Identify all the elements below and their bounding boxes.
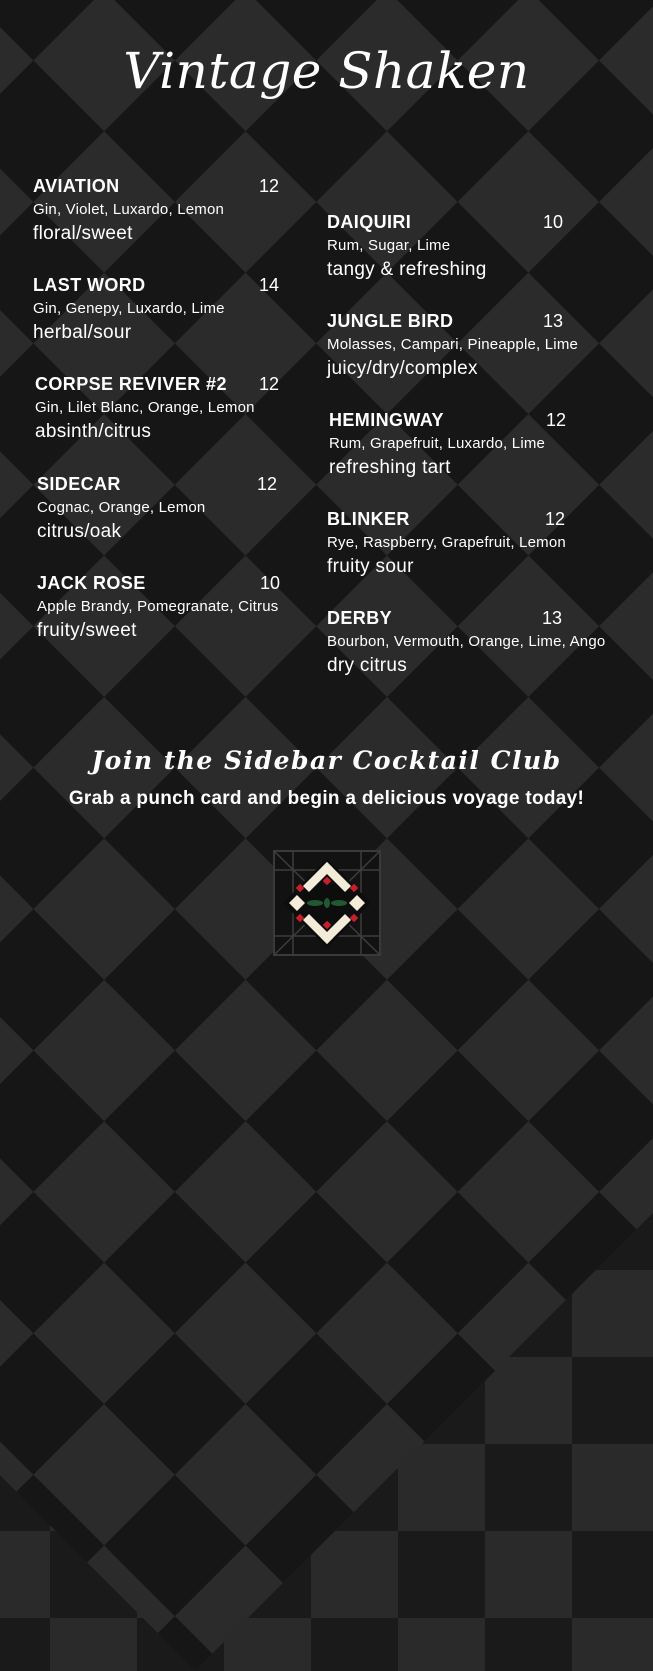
drink-name: LAST WORD [33, 275, 146, 295]
drink-tasting-notes: refreshing tart [329, 457, 451, 478]
drink-name: JUNGLE BIRD [327, 311, 454, 331]
drink-ingredients: Cognac, Orange, Lemon [37, 499, 206, 516]
drink-ingredients: Gin, Violet, Luxardo, Lemon [33, 201, 225, 218]
drink-tasting-notes: absinth/citrus [35, 421, 152, 442]
drink-tasting-notes: juicy/dry/complex [327, 358, 478, 379]
drink-price: 12 [545, 509, 566, 529]
drink-ingredients: Rum, Grapefruit, Luxardo, Lime [329, 435, 546, 452]
club-title: Join the Sidebar Cocktail Club [91, 746, 562, 775]
drink-ingredients: Molasses, Campari, Pineapple, Lime [327, 336, 579, 353]
drink-price: 13 [542, 608, 563, 628]
drink-price: 13 [543, 311, 564, 331]
drink-name: AVIATION [33, 176, 120, 196]
drink-ingredients: Rum, Sugar, Lime [327, 237, 451, 254]
drink-ingredients: Apple Brandy, Pomegranate, Citrus [37, 598, 279, 615]
club-subtitle: Grab a punch card and begin a delicious voyage today! [68, 788, 585, 809]
drink-tasting-notes: tangy & refreshing [327, 259, 487, 280]
drink-price: 10 [543, 212, 564, 232]
drink-price: 12 [257, 474, 278, 494]
drink-ingredients: Gin, Lilet Blanc, Orange, Lemon [35, 399, 255, 416]
drink-name: DAIQUIRI [327, 212, 412, 232]
drink-price: 12 [259, 176, 280, 196]
drink-tasting-notes: fruity/sweet [37, 620, 137, 641]
drink-name: DERBY [327, 608, 393, 628]
drink-price: 12 [546, 410, 567, 430]
diamond-emblem-icon [273, 850, 381, 956]
drink-name: CORPSE REVIVER #2 [35, 374, 227, 394]
drink-ingredients: Gin, Genepy, Luxardo, Lime [33, 300, 225, 317]
drink-name: SIDECAR [37, 474, 121, 494]
drink-ingredients: Bourbon, Vermouth, Orange, Lime, Ango [327, 633, 606, 650]
drink-price: 12 [259, 374, 280, 394]
drink-price: 10 [260, 573, 281, 593]
drink-name: JACK ROSE [37, 573, 146, 593]
drink-tasting-notes: herbal/sour [33, 322, 132, 343]
menu-title: Vintage Shaken [123, 42, 530, 100]
drink-price: 14 [259, 275, 280, 295]
drink-tasting-notes: floral/sweet [33, 223, 133, 244]
drink-name: HEMINGWAY [329, 410, 444, 430]
drink-ingredients: Rye, Raspberry, Grapefruit, Lemon [327, 534, 566, 551]
drink-tasting-notes: fruity sour [327, 556, 414, 577]
drink-tasting-notes: citrus/oak [37, 521, 122, 542]
drink-name: BLINKER [327, 509, 410, 529]
drink-tasting-notes: dry citrus [327, 655, 408, 676]
